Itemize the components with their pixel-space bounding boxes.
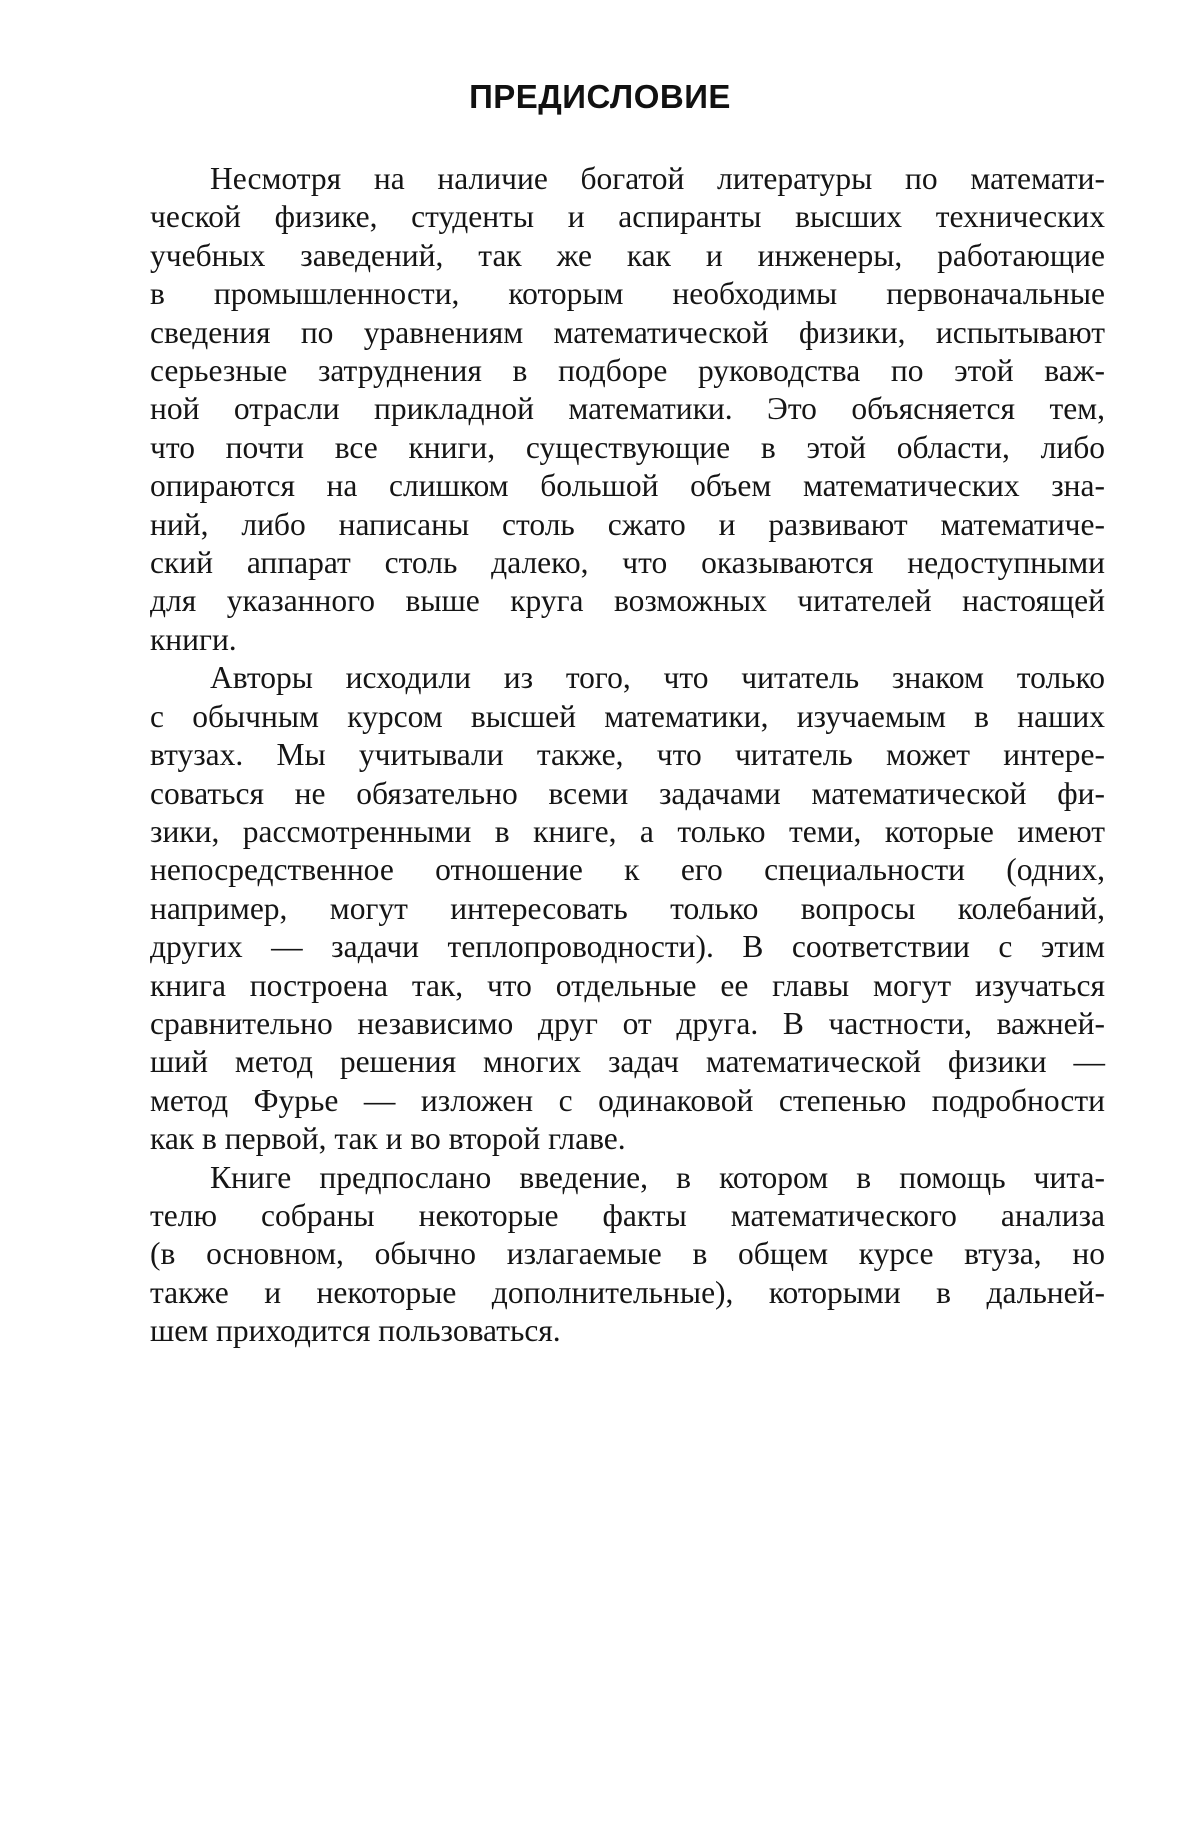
text-line: в промышленности, которым необходимы первоначальные xyxy=(150,276,1105,312)
text-line: Книге предпослано введение, в котором в помощь чита- xyxy=(210,1159,1105,1195)
text-line: книга построена так, что отдельные ее главы могут изучаться xyxy=(150,967,1105,1003)
text-line: для указанного выше круга возможных читателей настоящей xyxy=(150,583,1105,619)
text-line: что почти все книги, существующие в этой области, либо xyxy=(150,429,1105,465)
text-line: Авторы исходили из того, что читатель знаком только xyxy=(210,660,1105,696)
text-line: сведения по уравнениям математической физики, испытывают xyxy=(150,314,1105,350)
text-line: также и некоторые дополнительные), которыми в дальней- xyxy=(150,1274,1105,1310)
text-line: ной отрасли прикладной математики. Это объясняется тем, xyxy=(150,391,1105,427)
text-line: втузах. Мы учитывали также, что читатель может интере- xyxy=(150,737,1105,773)
text-line: ский аппарат столь далеко, что оказываются недоступными xyxy=(150,545,1105,581)
body-text xyxy=(90,160,1105,1351)
text-line: учебных заведений, так же как и инженеры, работающие xyxy=(150,237,1105,273)
text-line: ний, либо написаны столь сжато и развивают математиче- xyxy=(150,506,1105,542)
text-line: шем приходится пользоваться. xyxy=(150,1313,561,1349)
text-line: например, могут интересовать только вопросы колебаний, xyxy=(150,890,1105,926)
text-line: непосредственное отношение к его специальности (одних, xyxy=(150,852,1105,888)
text-line: сравнительно независимо друг от друга. В частности, важней- xyxy=(150,1005,1105,1041)
text-line: серьезные затруднения в подборе руководства по этой важ- xyxy=(150,353,1105,389)
text-line: Несмотря на наличие богатой литературы по математи- xyxy=(210,161,1105,196)
text-line: зики, рассмотренными в книге, а только теми, которые имеют xyxy=(150,813,1105,849)
text-line: метод Фурье — изложен с одинаковой степенью подробности xyxy=(150,1082,1105,1118)
text-line: как в первой, так и во второй главе. xyxy=(150,1121,626,1157)
text-line: других — задачи теплопроводности). В соответствии с этим xyxy=(150,929,1105,965)
text-line: ческой физике, студенты и аспиранты высших технических xyxy=(150,199,1105,235)
text-line: соваться не обязательно всеми задачами математической фи- xyxy=(150,775,1105,811)
text-line: ший метод решения многих задач математической физики — xyxy=(150,1044,1105,1080)
text-line: телю собраны некоторые факты математического анализа xyxy=(150,1197,1105,1233)
paragraph-3 xyxy=(90,1159,1105,1351)
text-line: (в основном, обычно излагаемые в общем курсе втуза, но xyxy=(150,1236,1105,1272)
paragraph-1 xyxy=(90,160,1105,659)
page-title: ПРЕДИСЛОВИЕ xyxy=(469,78,731,115)
paragraph-2 xyxy=(90,659,1105,1158)
text-line: книги. xyxy=(150,621,237,657)
text-line: с обычным курсом высшей математики, изучаемым в наших xyxy=(150,698,1105,734)
text-line: опираются на слишком большой объем математических зна- xyxy=(150,468,1105,504)
